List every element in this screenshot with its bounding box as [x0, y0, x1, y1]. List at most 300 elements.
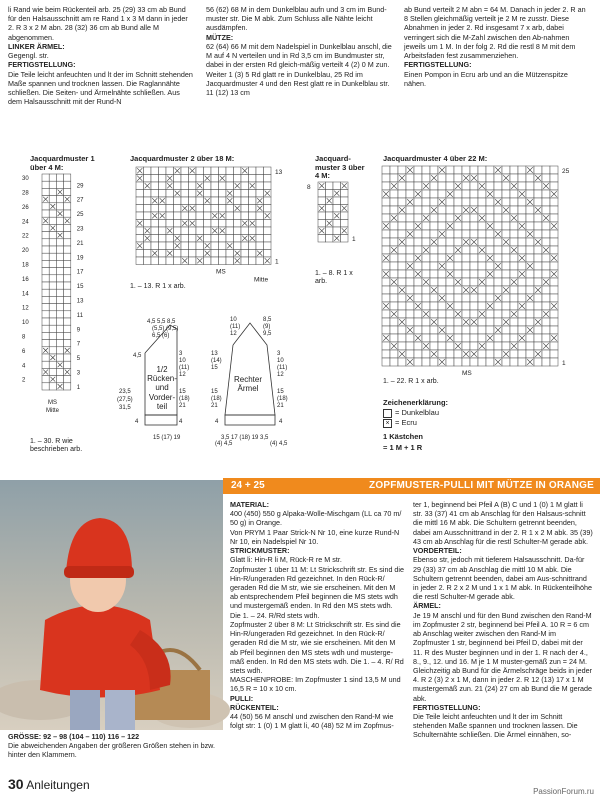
- chart-cell: [181, 227, 189, 235]
- chart-cell: [502, 222, 510, 230]
- chart-cell: [219, 250, 227, 258]
- chart-cell: [159, 242, 167, 250]
- chart-cell: [166, 235, 174, 243]
- chart-cell: [510, 294, 518, 302]
- svg-text:12: 12: [277, 372, 284, 378]
- chart-cell: [438, 238, 446, 246]
- chart-cell: [333, 205, 341, 213]
- chart-cell: [241, 175, 249, 183]
- chart-cell: [422, 222, 430, 230]
- chart-cell: [502, 270, 510, 278]
- paragraph: ter 1, beginnend bei Pfeil A (B) C und 1 (0) 1 M glatt li str. 33 (37) 41 cm ab Anschlag für den Halsaus-schnitt die mittl 16 M abk. Die Schultern getrennt beenden, dabei am Ausschnittrand in der 2. R 1 x 2 M abk. 35 (39) 43 cm ab Anschlag für die restl Schulter-M gerade abk.: [413, 500, 593, 546]
- chart-cell: [56, 203, 63, 210]
- front-piece-label: 1/2 Rücken-und Vorder-teil: [147, 365, 177, 411]
- chart-cell: [502, 230, 510, 238]
- chart-cell: [478, 230, 486, 238]
- chart-cell: [510, 358, 518, 366]
- chart-cell: [486, 174, 494, 182]
- chart-cell: [136, 182, 144, 190]
- chart-cell: [470, 326, 478, 334]
- chart-cell: [406, 270, 414, 278]
- chart-cell: [454, 286, 462, 294]
- chart-cell: [438, 342, 446, 350]
- chart-cell: [398, 310, 406, 318]
- chart-cell: [518, 326, 526, 334]
- chart-cell: [446, 286, 454, 294]
- chart-cell: [438, 270, 446, 278]
- paragraph: MASCHENPROBE: Im Zopfmuster 1 sind 13,5 M und 16,5 R = 10 x 10 cm.: [230, 675, 401, 694]
- chart-cell: [219, 167, 227, 175]
- chart-cell: [414, 278, 422, 286]
- chart-cell: [550, 294, 558, 302]
- svg-text:3,5 17 (18) 19 3,5: 3,5 17 (18) 19 3,5: [221, 435, 269, 441]
- chart-cell: [446, 262, 454, 270]
- chart-cell: [136, 212, 144, 220]
- chart-cell: [382, 182, 390, 190]
- chart-cell: [422, 174, 430, 182]
- chart-cell: [534, 278, 542, 286]
- chart-cell: [526, 310, 534, 318]
- chart-cell: [462, 326, 470, 334]
- chart-cell: [219, 182, 227, 190]
- chart-cell: [534, 310, 542, 318]
- chart-cell: [486, 350, 494, 358]
- chart-cell: [49, 282, 56, 289]
- chart-cell: [249, 250, 257, 258]
- chart-cell: [56, 354, 63, 361]
- chart-cell: [502, 198, 510, 206]
- chart-cell: [502, 182, 510, 190]
- chart-cell: [550, 214, 558, 222]
- svg-text:(4) 4,5: (4) 4,5: [270, 441, 288, 447]
- svg-text:6,5 (6): 6,5 (6): [152, 333, 170, 339]
- chart-cell: [478, 302, 486, 310]
- chart-label: 1: [76, 384, 81, 391]
- chart-cell: [204, 205, 212, 213]
- chart-cell: [64, 181, 71, 188]
- chart-cell: [446, 166, 454, 174]
- chart-cell: [494, 254, 502, 262]
- chart-cell: [422, 262, 430, 270]
- chart-cell: [518, 278, 526, 286]
- chart-cell: [64, 246, 71, 253]
- chart-cell: [159, 220, 167, 228]
- chart1-caption: 1. – 30. R wie beschrieben arb.: [30, 438, 83, 454]
- chart-cell: [49, 181, 56, 188]
- chart-cell: [56, 239, 63, 246]
- chart-cell: [56, 196, 63, 203]
- chart-cell: [430, 334, 438, 342]
- chart-cell: [49, 318, 56, 325]
- chart-cell: [382, 166, 390, 174]
- chart-cell: [462, 334, 470, 342]
- chart-cell: [64, 361, 71, 368]
- chart-cell: [390, 286, 398, 294]
- chart-cell: [189, 227, 197, 235]
- chart-cell: [166, 205, 174, 213]
- chart-cell: [181, 182, 189, 190]
- chart-cell: [414, 358, 422, 366]
- legend-box-title: 1 Kästchen: [383, 432, 424, 442]
- chart-cell: [64, 239, 71, 246]
- chart-cell: [510, 166, 518, 174]
- chart-cell: [470, 182, 478, 190]
- chart-cell: [542, 294, 550, 302]
- chart-cell: [446, 230, 454, 238]
- paragraph: Zopfmuster 2 über 8 M: Lt Strickschrift str. Es sind die Hin-R/ungeraden Rd gezeichnet. In den Rück-R/ geraden Rd die M str, wie sie erscheinen. Mit den M ab Pfeil beginnen den MS stets wdh und musterge-mäß enden. In Rd den MS stets wdh. Die 1. – 4. R/ Rd stets wdh.: [230, 619, 404, 675]
- chart-cell: [478, 174, 486, 182]
- chart-cell: [534, 358, 542, 366]
- chart-cell: [438, 350, 446, 358]
- chart-cell: [189, 242, 197, 250]
- svg-text:10: 10: [179, 358, 186, 364]
- paragraph: 44 (50) 56 M anschl und zwischen den Rand-M wie folgt str: 1 (0) 1 M glatt li, 40 (48) 52 M im Zopfmus-: [230, 712, 394, 731]
- chart-cell: [136, 257, 144, 265]
- chart-cell: [234, 220, 242, 228]
- chart-cell: [494, 334, 502, 342]
- chart-cell: [438, 302, 446, 310]
- chart-cell: [518, 182, 526, 190]
- chart-cell: [502, 166, 510, 174]
- chart-cell: [341, 220, 349, 228]
- chart-cell: [446, 182, 454, 190]
- chart-cell: [56, 282, 63, 289]
- chart-label: 22: [22, 233, 29, 240]
- chart-cell: [470, 358, 478, 366]
- chart-cell: [226, 167, 234, 175]
- chart-label: 7: [76, 341, 81, 348]
- chart-cell: [211, 175, 219, 183]
- section-heading: STRICKMUSTER:: [230, 546, 290, 556]
- chart-cell: [256, 175, 264, 183]
- chart-cell: [406, 246, 414, 254]
- chart-cell: [382, 246, 390, 254]
- chart-cell: [136, 227, 144, 235]
- chart-cell: [550, 342, 558, 350]
- chart-cell: [211, 257, 219, 265]
- paragraph: Die Teile leicht anfeuchten und lt der im Schnitt stehenden Maße spannen und trocknen lassen. Die Schulternähte schließen. Die Ärmel einnähen, so-: [413, 712, 578, 740]
- chart-cell: [49, 289, 56, 296]
- chart-cell: [510, 174, 518, 182]
- chart-cell: [64, 275, 71, 282]
- chart-cell: [151, 175, 159, 183]
- chart-label: 25: [76, 212, 84, 219]
- chart-cell: [174, 212, 182, 220]
- svg-text:(4) 4,5: (4) 4,5: [215, 441, 233, 447]
- chart-cell: [42, 325, 49, 332]
- section-heading: VORDERTEIL:: [413, 546, 462, 556]
- chart-cell: [414, 326, 422, 334]
- chart-cell: [438, 246, 446, 254]
- chart-cell: [462, 182, 470, 190]
- chart-cell: [518, 318, 526, 326]
- chart-cell: [446, 350, 454, 358]
- chart-cell: [42, 318, 49, 325]
- chart-cell: [42, 354, 49, 361]
- chart-cell: [526, 222, 534, 230]
- chart-cell: [510, 286, 518, 294]
- chart-cell: [318, 190, 326, 198]
- chart-cell: [211, 220, 219, 228]
- chart-cell: [64, 203, 71, 210]
- chart-cell: [49, 296, 56, 303]
- chart-cell: [526, 302, 534, 310]
- chart-cell: [211, 167, 219, 175]
- chart-cell: [174, 220, 182, 228]
- chart-cell: [241, 212, 249, 220]
- chart-cell: [430, 326, 438, 334]
- chart-cell: [181, 167, 189, 175]
- chart-cell: [398, 214, 406, 222]
- chart-cell: [49, 217, 56, 224]
- svg-text:15: 15: [179, 389, 186, 395]
- chart-cell: [219, 235, 227, 243]
- chart-cell: [526, 238, 534, 246]
- chart-cell: [542, 198, 550, 206]
- chart-cell: [550, 350, 558, 358]
- svg-text:3: 3: [179, 351, 183, 357]
- chart-cell: [518, 246, 526, 254]
- chart-cell: [534, 198, 542, 206]
- chart-cell: [454, 206, 462, 214]
- chart-cell: [534, 326, 542, 334]
- chart-cell: [550, 246, 558, 254]
- chart-cell: [174, 197, 182, 205]
- chart-cell: [550, 206, 558, 214]
- chart-cell: [390, 190, 398, 198]
- chart-cell: [226, 220, 234, 228]
- chart-cell: [42, 282, 49, 289]
- chart-cell: [144, 212, 152, 220]
- chart-grid: [42, 174, 71, 390]
- text-column-b: [413, 500, 593, 740]
- chart-cell: [462, 190, 470, 198]
- chart-cell: [159, 250, 167, 258]
- chart-cell: [249, 190, 257, 198]
- svg-text:23,5: 23,5: [119, 389, 131, 395]
- chart-cell: [249, 212, 257, 220]
- chart-cell: [181, 197, 189, 205]
- chart-label: Mitte: [46, 408, 60, 414]
- chart-cell: [196, 212, 204, 220]
- chart-cell: [398, 166, 406, 174]
- chart-cell: [526, 254, 534, 262]
- chart-cell: [446, 310, 454, 318]
- chart-cell: [42, 253, 49, 260]
- chart-cell: [494, 278, 502, 286]
- chart-cell: [159, 235, 167, 243]
- section-heading: FERTIGSTELLUNG:: [413, 702, 481, 712]
- chart-label: MS: [462, 370, 472, 377]
- chart-cell: [478, 294, 486, 302]
- chart-cell: [422, 166, 430, 174]
- chart-cell: [166, 197, 174, 205]
- chart-cell: [49, 210, 56, 217]
- chart-cell: [510, 326, 518, 334]
- chart-cell: [42, 246, 49, 253]
- chart-cell: [542, 318, 550, 326]
- chart-cell: [542, 230, 550, 238]
- chart-cell: [454, 318, 462, 326]
- chart-cell: [414, 214, 422, 222]
- chart-cell: [526, 182, 534, 190]
- chart-cell: [422, 230, 430, 238]
- chart-cell: [470, 166, 478, 174]
- svg-text:15: 15: [211, 365, 218, 371]
- chart-cell: [534, 294, 542, 302]
- chart-cell: [49, 260, 56, 267]
- chart-cell: [382, 174, 390, 182]
- chart-cell: [542, 270, 550, 278]
- chart-cell: [341, 197, 349, 205]
- chart-cell: [470, 262, 478, 270]
- chart-cell: [241, 182, 249, 190]
- chart-label: 8: [307, 183, 311, 191]
- chart-cell: [256, 220, 264, 228]
- chart-cell: [550, 318, 558, 326]
- size-block: [8, 732, 220, 760]
- chart-cell: [398, 278, 406, 286]
- chart-cell: [144, 250, 152, 258]
- chart-cell: [510, 222, 518, 230]
- chart-cell: [502, 310, 510, 318]
- chart-label: 25: [562, 168, 570, 176]
- chart-cell: [430, 254, 438, 262]
- svg-text:(27,5): (27,5): [117, 397, 133, 403]
- chart-cell: [526, 318, 534, 326]
- chart-cell: [204, 235, 212, 243]
- chart-cell: [422, 350, 430, 358]
- chart-cell: [486, 238, 494, 246]
- paragraph: Die Teile leicht anfeuchten und lt der im Schnitt stehenden Maße spannen und trocknen lassen. Die Raglannähte schließen. Die Seiten- und Ärmelnähte schließen. Aus dem Halsausschnitt mit der Rund-N: [8, 69, 193, 107]
- chart-cell: [189, 235, 197, 243]
- chart-label: 9: [76, 327, 81, 334]
- chart-cell: [502, 214, 510, 222]
- chart-cell: [256, 182, 264, 190]
- chart-cell: [550, 182, 558, 190]
- chart-cell: [542, 222, 550, 230]
- chart-cell: [454, 222, 462, 230]
- chart-cell: [264, 220, 272, 228]
- chart-label: 11: [76, 312, 84, 319]
- chart-cell: [542, 350, 550, 358]
- chart-cell: [56, 340, 63, 347]
- chart-label: 13: [76, 298, 84, 305]
- chart-cell: [42, 311, 49, 318]
- chart-cell: [454, 334, 462, 342]
- chart-cell: [414, 318, 422, 326]
- chart-cell: [256, 242, 264, 250]
- chart-cell: [422, 238, 430, 246]
- chart-cell: [196, 242, 204, 250]
- chart-cell: [462, 246, 470, 254]
- chart-cell: [390, 294, 398, 302]
- svg-text:13: 13: [211, 351, 218, 357]
- chart-cell: [234, 190, 242, 198]
- chart-cell: [219, 190, 227, 198]
- chart-cell: [204, 212, 212, 220]
- chart-cell: [430, 198, 438, 206]
- chart-cell: [144, 197, 152, 205]
- chart-cell: [174, 175, 182, 183]
- chart-cell: [151, 182, 159, 190]
- chart-cell: [241, 205, 249, 213]
- chart-cell: [49, 275, 56, 282]
- chart-cell: [318, 235, 326, 243]
- chart-label: 8: [22, 334, 26, 341]
- chart-cell: [502, 262, 510, 270]
- chart-cell: [430, 278, 438, 286]
- chart-cell: [398, 342, 406, 350]
- chart-cell: [470, 334, 478, 342]
- chart-cell: [390, 262, 398, 270]
- chart-cell: [406, 350, 414, 358]
- chart-cell: [382, 206, 390, 214]
- chart-cell: [166, 167, 174, 175]
- chart-cell: [151, 167, 159, 175]
- paragraph: Ebenso str, jedoch mit tieferem Halsausschnitt. Da-für 29 (33) 37 cm ab Anschlag die mittl 10 M abk. Die Schultern getrennt beenden, dabei am Aus-schnittrand in jeder 2. R 2 x 2 M und 1 x 1 M abk. In Rückenteilhöhe die restl Schulter-M gerade abk.: [413, 555, 592, 602]
- chart-cell: [470, 302, 478, 310]
- chart-cell: [414, 230, 422, 238]
- chart-cell: [241, 190, 249, 198]
- chart-cell: [159, 205, 167, 213]
- chart-cell: [166, 257, 174, 265]
- chart-cell: [42, 174, 49, 181]
- svg-text:10: 10: [230, 317, 237, 323]
- chart-label: 24: [22, 219, 29, 226]
- svg-text:21: 21: [277, 403, 284, 409]
- chart-cell: [42, 203, 49, 210]
- chart-cell: [550, 310, 558, 318]
- chart-cell: [494, 190, 502, 198]
- chart-cell: [494, 174, 502, 182]
- svg-text:12: 12: [179, 372, 186, 378]
- chart-cell: [406, 222, 414, 230]
- chart-cell: [234, 242, 242, 250]
- chart-cell: [341, 235, 349, 243]
- chart-cell: [49, 383, 56, 390]
- chart-cell: [181, 175, 189, 183]
- chart-cell: [550, 326, 558, 334]
- chart-cell: [406, 334, 414, 342]
- svg-text:3: 3: [277, 351, 281, 357]
- chart-cell: [446, 318, 454, 326]
- chart-cell: [256, 167, 264, 175]
- chart-cell: [211, 205, 219, 213]
- chart-cell: [422, 270, 430, 278]
- chart-cell: [249, 205, 257, 213]
- chart-cell: [382, 214, 390, 222]
- chart-cell: [42, 232, 49, 239]
- chart-cell: [446, 198, 454, 206]
- chart-cell: [494, 206, 502, 214]
- chart-cell: [166, 190, 174, 198]
- chart-cell: [422, 334, 430, 342]
- chart-cell: [204, 190, 212, 198]
- chart-cell: [478, 358, 486, 366]
- chart-cell: [534, 270, 542, 278]
- chart-label: 1: [562, 360, 566, 367]
- chart-cell: [219, 257, 227, 265]
- chart-cell: [486, 294, 494, 302]
- svg-text:(5,5) (9,5): (5,5) (9,5): [152, 326, 179, 332]
- chart-cell: [446, 278, 454, 286]
- chart-cell: [438, 318, 446, 326]
- chart-cell: [406, 254, 414, 262]
- chart-cell: [390, 222, 398, 230]
- chart-cell: [446, 238, 454, 246]
- chart-cell: [470, 278, 478, 286]
